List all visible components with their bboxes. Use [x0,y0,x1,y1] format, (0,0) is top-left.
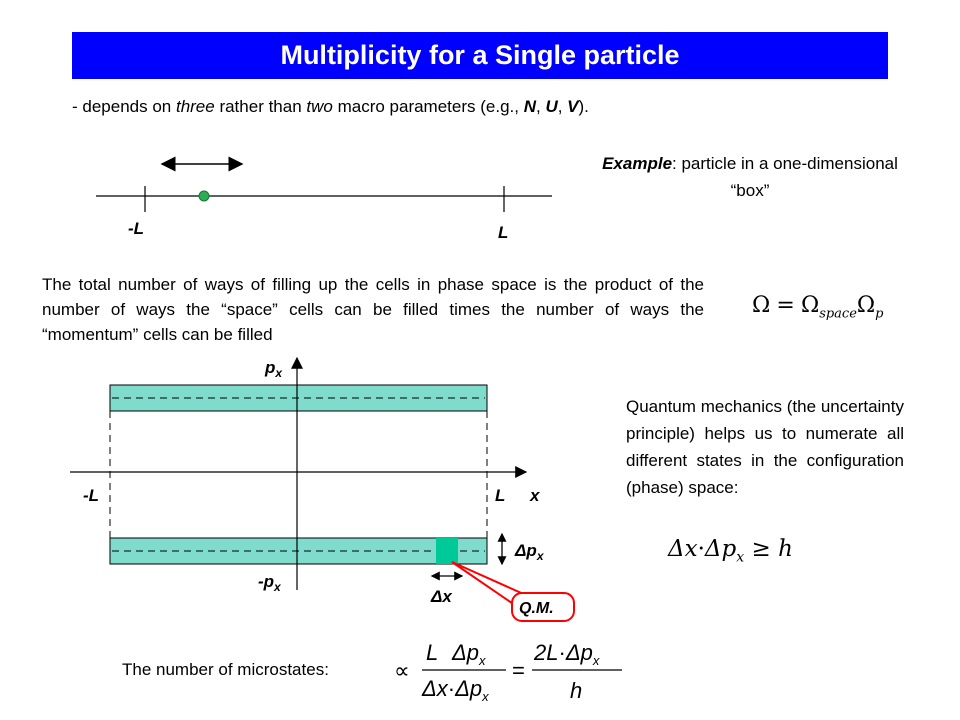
px-label: $p_x$ [265,358,283,380]
omega-formula [752,292,883,321]
subtitle-after: macro parameters (e.g., [332,97,524,116]
qm-label: Q.M. [519,600,554,617]
slide-title: Multiplicity for a Single particle [72,32,888,79]
frac2-den: h [570,678,583,703]
subtitle-n: N [523,97,536,116]
phase-space-paragraph: The total number of ways of filling up the cells in phase space is the product of the number of ways the “space” cells can be filled times the number of ways the “momentum” cells can be filled [42,275,704,344]
omega-symbol: Ω [752,293,771,318]
subtitle-v: V [567,97,579,116]
uncertainty-h: h [778,536,793,562]
subtitle-comma2: , [557,97,568,116]
omega-space-symbol: Ω [800,293,820,318]
frac1-den: $\Delta x\cdot\Delta p_x$ [422,676,489,704]
frac1-num-l: L [426,640,439,665]
delta-x-label: Δx [431,587,452,606]
omega-eq: = [776,293,795,318]
neg-px-label: $-p_x$ [258,572,281,594]
subtitle-line [72,97,589,117]
subtitle-three: three [175,97,215,116]
omega-p-symbol: Ω [856,293,876,318]
x-axis-label: x [530,486,540,505]
subtitle-end: ). [578,97,589,116]
uncertainty-dx: Δx [668,536,698,562]
phase-cell [436,538,458,564]
subtitle-prefix: - depends on [72,97,176,116]
box-label-minus-l: -L [128,219,145,238]
frac1-num-dp: $\Delta p_x$ [452,640,486,668]
example-label: Example [602,154,673,173]
phase-space-diagram [60,350,600,640]
uncertainty-dp: Δp [704,536,737,562]
one-d-box-diagram [90,150,560,250]
microstates-eq: = [512,658,525,683]
phase-minus-l-label: -L [83,486,100,505]
uncertainty-formula [668,536,793,566]
example-text: : particle in a one-dimensional “box” [672,154,898,200]
box-label-l: L [498,223,509,242]
omega-p-sub: p [875,306,884,322]
subtitle-middle: rather than [214,97,307,116]
propto-symbol: ∝ [394,658,410,683]
delta-px-label: $\Delta p_x$ [515,541,544,563]
microstates-formula [390,632,630,712]
omega-space-sub: space [819,306,857,322]
subtitle-comma1: , [535,97,546,116]
quantum-paragraph: Quantum mechanics (the uncertainty principle) helps us to numerate all different states in the configuration (phase) space: [626,397,904,497]
uncertainty-dot: · [697,536,705,562]
frac2-num: $2L\cdot\Delta p_x$ [534,640,600,668]
phase-l-label: L [495,486,506,505]
uncertainty-sub: x [736,549,745,566]
subtitle-u: U [545,97,558,116]
microstates-label: The number of microstates: [122,660,329,679]
particle-dot [199,191,209,201]
subtitle-two: two [306,97,333,116]
example-caption [600,150,900,204]
uncertainty-geq: ≥ [751,536,771,562]
